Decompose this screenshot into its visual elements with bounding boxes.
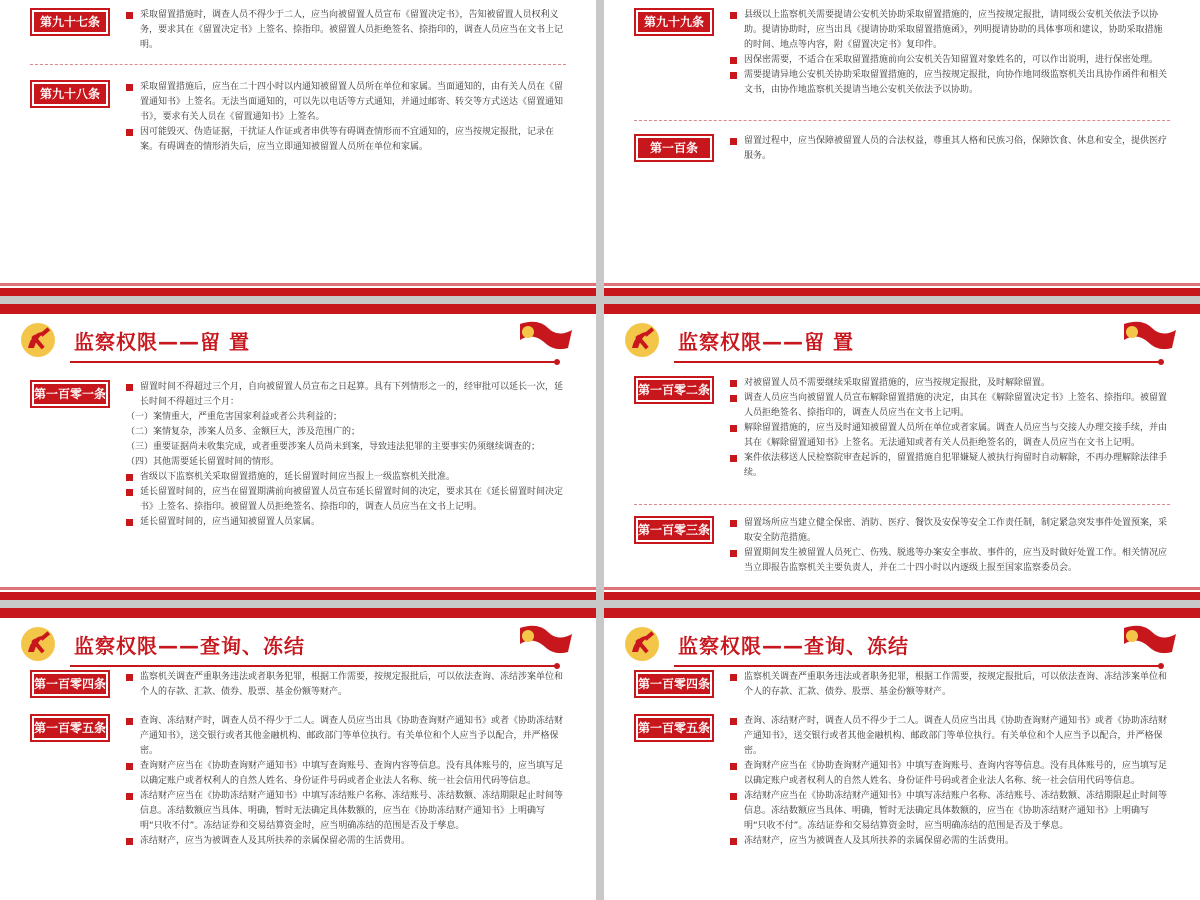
article-100 <box>634 134 1170 174</box>
article-paragraph: 查询、冻结财产时，调查人员不得少于二人。调查人员应当出具《协助查询财产通知书》或者《协助冻结财产通知书》，送交银行或者其他金融机构、邮政部门等单位执行。有关单位和个人应当予以配合，并严格保密。 <box>730 714 1170 759</box>
bottom-red-strip <box>0 592 596 600</box>
slide-title: 监察权限——留 置 <box>74 330 250 354</box>
slide-article-97-98 <box>0 0 596 296</box>
article-paragraph: 延长留置时间的，应当在留置期满前向被留置人员宣布延长留置时间的决定，要求其在《延长留置时间决定书》上签名、捺指印。被留置人员拒绝签名、捺指印的，调查人员应当在文书上记明。 <box>126 485 566 515</box>
bottom-red-strip <box>604 288 1200 296</box>
article-body <box>126 8 566 53</box>
title-underline <box>70 665 556 667</box>
hammer-sickle-icon <box>624 322 660 358</box>
article-paragraph: 对被留置人员不需要继续采取留置措施的，应当按规定报批，及时解除留置。 <box>730 376 1170 391</box>
slide-article-104-105-copy <box>604 608 1200 900</box>
article-105 <box>30 714 566 898</box>
slide-title: 监察权限——查询、冻结 <box>74 634 305 658</box>
article-body <box>730 670 1170 700</box>
top-red-strip <box>604 608 1200 618</box>
top-red-strip <box>0 304 596 314</box>
article-body <box>730 8 1170 98</box>
article-body <box>126 80 566 155</box>
article-paragraph: 留置期间发生被留置人员死亡、伤残、脱逃等办案安全事故、事件的，应当及时做好处置工作。相关情况应当立即报告监察机关主要负责人，并在二十四小时以内逐级上报至国家监察委员会。 <box>730 546 1170 576</box>
article-paragraph: 因保密需要，不适合在采取留置措施前向公安机关告知留置对象姓名的，可以作出说明，进行保密处理。 <box>730 53 1170 68</box>
article-body <box>126 380 566 530</box>
slide-article-101 <box>0 304 596 600</box>
dashed-divider <box>634 120 1170 121</box>
article-body <box>730 376 1170 481</box>
article-99 <box>634 8 1170 118</box>
article-label: 第九十七条 <box>30 8 110 36</box>
red-flag-icon <box>1122 320 1178 352</box>
article-paragraph: 留置时间不得超过三个月，自向被留置人员宣布之日起算。具有下列情形之一的，经审批可以延长一次，延长时间不得超过三个月： <box>126 380 566 410</box>
article-98 <box>30 80 566 170</box>
article-body <box>730 714 1170 849</box>
article-paragraph: 冻结财产，应当为被调查人及其所扶养的亲属保留必需的生活费用。 <box>126 834 566 849</box>
article-paragraph: 延长留置时间的，应当通知被留置人员家属。 <box>126 515 566 530</box>
article-paragraph: 冻结财产，应当为被调查人及其所扶养的亲属保留必需的生活费用。 <box>730 834 1170 849</box>
hammer-sickle-icon <box>20 626 56 662</box>
article-body <box>730 516 1170 576</box>
article-97 <box>30 8 566 68</box>
title-underline <box>674 665 1160 667</box>
bottom-red-strip <box>604 592 1200 600</box>
article-paragraph: 查询、冻结财产时，调查人员不得少于二人。调查人员应当出具《协助查询财产通知书》或者《协助冻结财产通知书》，送交银行或者其他金融机构、邮政部门等单位执行。有关单位和个人应当予以配合，并严格保密。 <box>126 714 566 759</box>
slide-header <box>0 618 596 670</box>
article-paragraph: 查询财产应当在《协助查询财产通知书》中填写查询账号、查询内容等信息。没有具体账号的，应当填写足以确定账户或者权利人的自然人姓名、身份证件号码或者企业法人名称、统一社会信用代码等信息。 <box>126 759 566 789</box>
slide-header <box>0 314 596 366</box>
article-label: 第一百零三条 <box>634 516 714 544</box>
title-underline <box>70 361 556 363</box>
article-paragraph: 监察机关调查严重职务违法或者职务犯罪，根据工作需要，按规定报批后，可以依法查询、冻结涉案单位和个人的存款、汇款、债券、股票、基金份额等财产。 <box>730 670 1170 700</box>
article-104 <box>30 670 566 706</box>
slide-article-99-100 <box>604 0 1200 296</box>
slide-header <box>604 314 1200 366</box>
article-paragraph: 采取留置措施后，应当在二十四小时以内通知被留置人员所在单位和家属。当面通知的，由有关人员在《留置通知书》上签名。无法当面通知的，可以先以电话等方式通知，并通过邮寄、转交等方式送达《留置通知书》，要求有关人员在《留置通知书》上签名。 <box>126 80 566 125</box>
article-label: 第一百零一条 <box>30 380 110 408</box>
article-label: 第九十九条 <box>634 8 714 36</box>
article-paragraph: （二）案情复杂，涉案人员多、金额巨大，涉及范围广的； <box>126 427 361 437</box>
article-paragraph: 调查人员应当向被留置人员宣布解除留置措施的决定，由其在《解除留置决定书》上签名、捺指印。被留置人员拒绝签名、捺指印的，调查人员应当在文书上记明。 <box>730 391 1170 421</box>
article-label: 第九十八条 <box>30 80 110 108</box>
dashed-divider <box>634 504 1170 505</box>
article-body <box>730 134 1170 164</box>
red-flag-icon <box>518 624 574 656</box>
top-red-strip <box>604 304 1200 314</box>
article-101 <box>30 380 566 590</box>
article-104 <box>634 670 1170 706</box>
slide-header <box>604 618 1200 670</box>
article-paragraph: 冻结财产应当在《协助冻结财产通知书》中填写冻结账户名称、冻结账号、冻结数额、冻结期限起止时间等信息。冻结数额应当具体、明确，暂时无法确定具体数额的，应当在《协助冻结财产通知书》上明确写明“只收不付”。冻结证券和交易结算资金时，应当明确冻结的范围是否及于孳息。 <box>126 789 566 834</box>
article-label: 第一百条 <box>634 134 714 162</box>
article-paragraph: 监察机关调查严重职务违法或者职务犯罪，根据工作需要，按规定报批后，可以依法查询、冻结涉案单位和个人的存款、汇款、债券、股票、基金份额等财产。 <box>126 670 566 700</box>
slide-title: 监察权限——留 置 <box>678 330 854 354</box>
article-paragraph: 县级以上监察机关需要提请公安机关协助采取留置措施的，应当按规定报批，请同级公安机关依法予以协助。提请协助时，应当出具《提请协助采取留置措施函》，列明提请协助的具体事项和建议，协助采取措施的时间、地点等内容，附《留置决定书》复印件。 <box>730 8 1170 53</box>
article-body <box>126 714 566 849</box>
article-paragraph: 因可能毁灭、伪造证据，干扰证人作证或者串供等有碍调查情形而不宜通知的，应当按规定报批，记录在案。有碍调查的情形消失后，应当立即通知被留置人员所在单位和家属。 <box>126 125 566 155</box>
article-label: 第一百零四条 <box>634 670 714 698</box>
article-paragraph: （三）重要证据尚未收集完成，或者重要涉案人员尚未到案，导致违法犯罪的主要事实仍须继续调查的； <box>126 442 541 452</box>
article-label: 第一百零四条 <box>30 670 110 698</box>
article-paragraph: （四）其他需要延长留置时间的情形。 <box>126 457 280 467</box>
article-102 <box>634 376 1170 496</box>
article-paragraph: 需要提请异地公安机关协助采取留置措施的，应当按规定报批，向协作地同级监察机关出具协作函件和相关文书，由协作地监察机关提请当地公安机关依法予以协助。 <box>730 68 1170 98</box>
article-paragraph: 冻结财产应当在《协助冻结财产通知书》中填写冻结账户名称、冻结账号、冻结数额、冻结期限起止时间等信息。冻结数额应当具体、明确，暂时无法确定具体数额的，应当在《协助冻结财产通知书》上明确写明“只收不付”。冻结证券和交易结算资金时，应当明确冻结的范围是否及于孳息。 <box>730 789 1170 834</box>
article-paragraph: 查询财产应当在《协助查询财产通知书》中填写查询账号、查询内容等信息。没有具体账号的，应当填写足以确定账户或者权利人的自然人姓名、身份证件号码或者企业法人名称、统一社会信用代码等信息。 <box>730 759 1170 789</box>
hammer-sickle-icon <box>624 626 660 662</box>
article-paragraph: 案件依法移送人民检察院审查起诉的，留置措施自犯罪嫌疑人被执行拘留时自动解除，不再办理解除法律手续。 <box>730 451 1170 481</box>
slide-title: 监察权限——查询、冻结 <box>678 634 909 658</box>
slide-article-102-103 <box>604 304 1200 600</box>
article-paragraph: 留置场所应当建立健全保密、消防、医疗、餐饮及安保等安全工作责任制，制定紧急突发事件处置预案，采取安全防范措施。 <box>730 516 1170 546</box>
article-103 <box>634 516 1170 591</box>
article-label: 第一百零五条 <box>30 714 110 742</box>
slide-article-104-105 <box>0 608 596 900</box>
article-paragraph: 解除留置措施的，应当及时通知被留置人员所在单位或者家属。调查人员应当与交接人办理交接手续，并由其在《解除留置通知书》上签名。无法通知或者有关人员拒绝签名的，调查人员应当在文书上记明。 <box>730 421 1170 451</box>
bottom-red-strip <box>0 288 596 296</box>
article-label: 第一百零二条 <box>634 376 714 404</box>
article-paragraph: 省级以下监察机关采取留置措施的，延长留置时间应当报上一级监察机关批准。 <box>126 470 566 485</box>
article-paragraph: （一）案情重大，严重危害国家利益或者公共利益的； <box>126 412 343 422</box>
article-paragraph: 留置过程中，应当保障被留置人员的合法权益，尊重其人格和民族习俗，保障饮食、休息和安全，提供医疗服务。 <box>730 134 1170 164</box>
dashed-divider <box>30 64 566 65</box>
article-paragraph: 采取留置措施时，调查人员不得少于二人，应当向被留置人员宣布《留置决定书》，告知被留置人员权利义务，要求其在《留置决定书》上签名、捺指印。被留置人员拒绝签名、捺指印的，调查人员应当在文书上记明。 <box>126 8 566 53</box>
title-underline <box>674 361 1160 363</box>
red-flag-icon <box>1122 624 1178 656</box>
article-105 <box>634 714 1170 898</box>
top-red-strip <box>0 608 596 618</box>
article-label: 第一百零五条 <box>634 714 714 742</box>
hammer-sickle-icon <box>20 322 56 358</box>
article-body <box>126 670 566 700</box>
red-flag-icon <box>518 320 574 352</box>
